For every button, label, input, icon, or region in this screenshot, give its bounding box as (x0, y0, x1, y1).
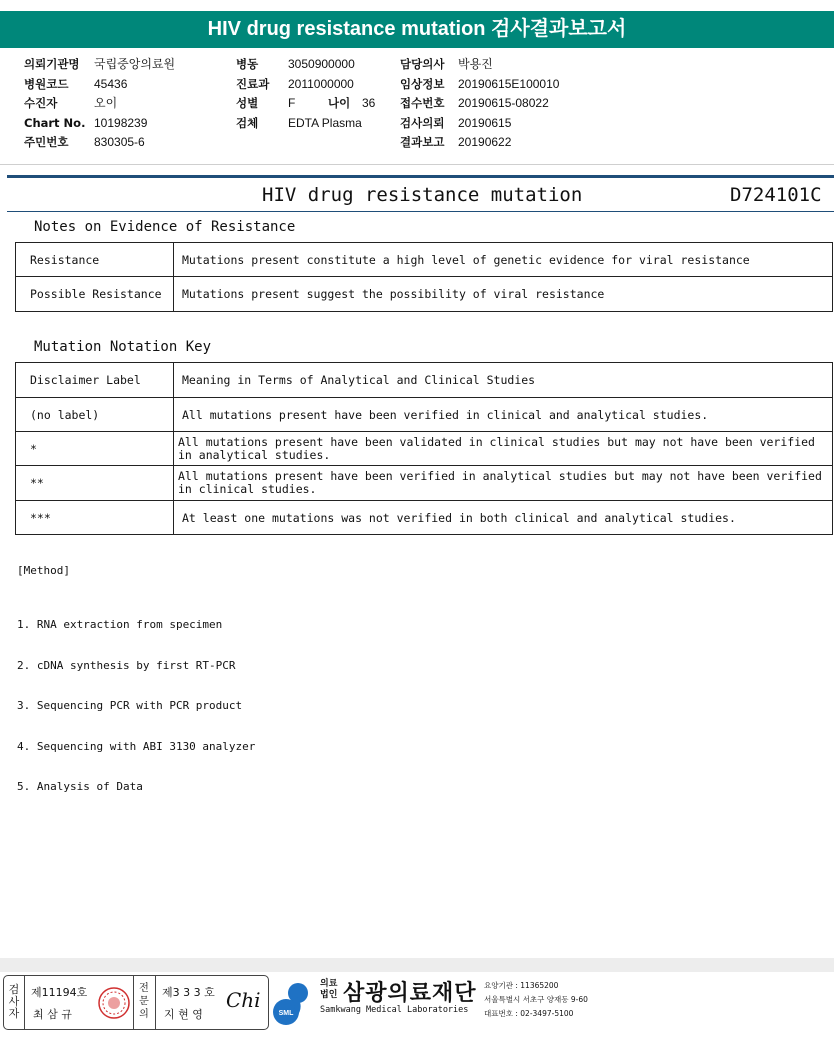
inspector-license: 제11194호 (31, 986, 88, 999)
signature: Chi (226, 988, 261, 1012)
table-row (16, 243, 833, 277)
info-row: 주민번호 830305-6 (24, 135, 145, 149)
method-heading: [Method] (17, 564, 70, 577)
evidence-text: Mutations present suggest the possibility of viral resistance (174, 277, 833, 312)
notation-heading: Mutation Notation Key (34, 339, 212, 355)
table-row (16, 363, 833, 398)
seal-icon (97, 986, 131, 1020)
table-row (16, 466, 833, 501)
table-row (16, 398, 833, 432)
info-row: 임상정보 20190615E100010 (400, 76, 560, 91)
notation-label: * (16, 432, 174, 466)
evidence-heading: Notes on Evidence of Resistance (34, 219, 296, 235)
institution-code: 요양기관 : 11365200 (484, 981, 559, 990)
specialist-label: 전 문 의 (139, 983, 149, 1020)
list-item: 4. Sequencing with ABI 3130 analyzer (17, 739, 256, 753)
foundation-type: 의료법인 (320, 979, 338, 1000)
report-code: D724101C (730, 184, 822, 206)
report-header-title: HIV drug resistance mutation 검사결과보고서 (0, 11, 834, 48)
phone: 대표번호 : 02-3497-5100 (484, 1009, 574, 1018)
table-row (16, 277, 833, 312)
info-row: 담당의사 박용진 (400, 57, 493, 71)
stamp-divider (133, 976, 134, 1029)
info-row: Chart No. 10198239 (24, 115, 148, 130)
age-label: 나이 (328, 96, 351, 110)
method-steps (17, 591, 255, 807)
notation-table (15, 362, 833, 535)
info-row: 검체 EDTA Plasma (236, 115, 362, 130)
evidence-label: Possible Resistance (16, 277, 174, 312)
info-row: 접수번호 20190615-08022 (400, 96, 549, 110)
report-top-rule (7, 175, 834, 178)
stamp-divider (24, 976, 25, 1029)
patient-info-col3 (400, 55, 559, 153)
foundation-en: Samkwang Medical Laboratories (320, 1005, 469, 1015)
info-row: 수진자 오이 (24, 96, 118, 110)
patient-info-col1 (24, 55, 175, 153)
sml-logo-icon (271, 977, 317, 1027)
notation-label: Disclaimer Label (16, 363, 174, 398)
table-row (16, 432, 833, 466)
stamp-divider (155, 976, 156, 1029)
specialist-license: 제3 3 3 호 (162, 986, 215, 999)
notation-text: All mutations present have been verified in clinical and analytical studies. (174, 398, 833, 432)
notation-text: All mutations present have been validated in clinical studies but may not have been verified in analytical studies. (174, 432, 833, 466)
age-value: 36 (362, 96, 376, 110)
header-divider (0, 164, 834, 165)
list-item: 3. Sequencing PCR with PCR product (17, 699, 243, 712)
evidence-table (15, 242, 833, 312)
info-row: 병원코드 45436 (24, 76, 128, 91)
evidence-label: Resistance (16, 243, 174, 277)
notation-label: ** (16, 466, 174, 501)
patient-info-col2 (236, 55, 375, 133)
info-row: 검사의뢰 20190615 (400, 115, 512, 130)
inspector-label: 검 사 자 (8, 983, 20, 1020)
specialist-name: 지 현 영 (164, 1008, 203, 1021)
notation-text: At least one mutations was not verified in both clinical and analytical studies. (174, 501, 833, 535)
notation-text: All mutations present have been verified in analytical studies but may not have been verified in clinical studies. (174, 466, 833, 501)
info-row: 진료과 2011000000 (236, 76, 354, 91)
list-item: 2. cDNA synthesis by first RT-PCR (17, 658, 236, 672)
list-item: 1. RNA extraction from specimen (17, 618, 223, 631)
list-item: 5. Analysis of Data (17, 780, 143, 793)
report-title: HIV drug resistance mutation (262, 184, 583, 206)
notation-text: Meaning in Terms of Analytical and Clinical Studies (174, 363, 833, 398)
info-row: 결과보고 20190622 (400, 135, 512, 149)
evidence-text: Mutations present constitute a high level of genetic evidence for viral resistance (174, 243, 833, 277)
info-row: 병동 3050900000 (236, 57, 355, 71)
info-row: 의뢰기관명 국립중앙의료원 (24, 57, 176, 71)
report-bottom-rule (7, 211, 834, 212)
table-row (16, 501, 833, 535)
info-row: 성별 F 나이 36 (236, 94, 375, 114)
notation-label: *** (16, 501, 174, 535)
foundation-name: 삼광의료재단 (343, 981, 477, 1006)
logo-text: SML (278, 1010, 294, 1017)
address: 서울특별시 서초구 양재동 9-60 (484, 995, 588, 1004)
signature-box (3, 975, 269, 1030)
notation-label: (no label) (16, 398, 174, 432)
inspector-name: 최 삼 규 (33, 1008, 72, 1021)
